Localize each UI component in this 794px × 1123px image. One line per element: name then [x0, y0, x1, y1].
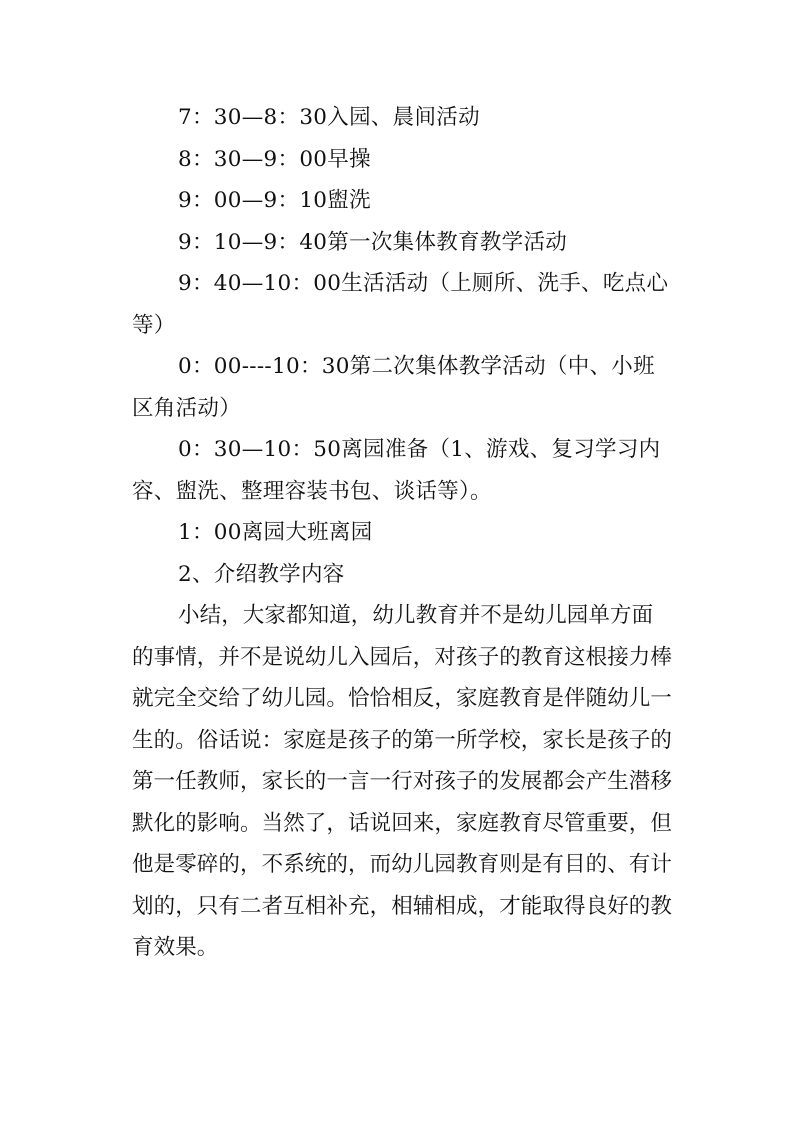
- schedule-item-second-lesson: 0：00----10：30第二次集体教学活动（中、小班区角活动）: [132, 354, 655, 421]
- section-heading-teaching-content: 2、介绍教学内容: [178, 561, 345, 587]
- summary-paragraph: 小结，大家都知道，幼儿教育并不是幼儿园单方面的事情，并不是说幼儿入园后，对孩子的教育这根接力棒就完全交给了幼儿园。恰恰相反，家庭教育是伴随幼儿一生的。俗话说：家庭是孩子的第一所学校，家长是孩子的第一任教师，家长的一言一行对孩子的发展都会产生潜移默化的影响。当然了，话说回来，家庭教育尽管重要，但他是零碎的，不系统的，而幼儿园教育则是有目的、有计划的，只有二者互相补充，相辅相成，才能取得良好的教育效果。: [132, 603, 673, 960]
- schedule-item-morning-exercise: 8：30—9：00早操: [178, 146, 371, 172]
- schedule-item-leaving-prep: 0：30—10：50离园准备（1、游戏、复习学习内容、盥洗、整理容装书包、谈话等）。: [132, 437, 661, 504]
- schedule-item-daily-activity: 9：40—10：00生活活动（上厕所、洗手、吃点心等）: [132, 271, 669, 338]
- schedule-item-first-lesson: 9：10—9：40第一次集体教育教学活动: [178, 229, 568, 255]
- schedule-item-leaving: 1：00离园大班离园: [178, 520, 373, 545]
- schedule-item-arrival: 7：30—8：30入园、晨间活动: [178, 105, 480, 130]
- schedule-item-washing: 9：00—9：10盥洗: [178, 188, 371, 213]
- document-body: [132, 97, 672, 969]
